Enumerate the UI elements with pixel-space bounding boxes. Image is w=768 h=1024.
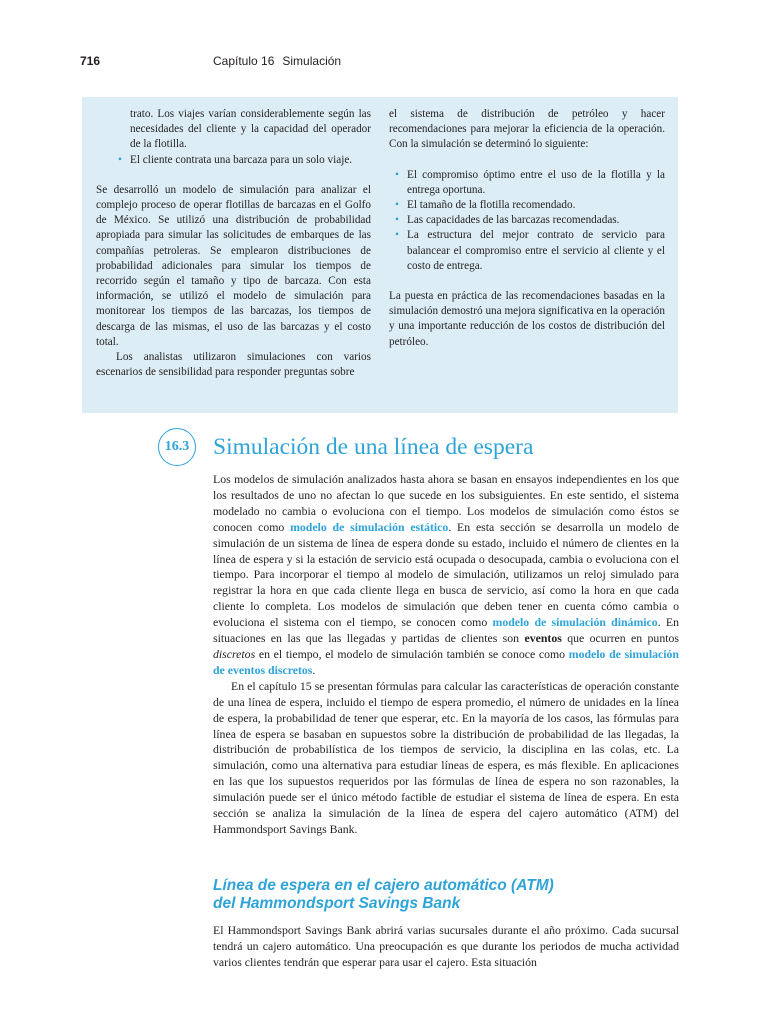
text-run: . bbox=[312, 662, 316, 677]
bullet-item: • El cliente contrata una barcaza para un solo viaje. bbox=[112, 153, 371, 168]
italic-term: discretos bbox=[213, 646, 256, 661]
key-term: modelo de simulación estático bbox=[290, 519, 449, 534]
page-number: 716 bbox=[80, 54, 101, 68]
box-right-bullets bbox=[389, 168, 665, 274]
section-title: Simulación de una línea de espera bbox=[213, 434, 534, 460]
subsection-title-line: Línea de espera en el cajero automático (ATM) bbox=[213, 877, 554, 894]
box-left-bullets bbox=[112, 153, 371, 168]
subsection-body bbox=[213, 923, 679, 971]
bullet-item: • El compromiso óptimo entre el uso de la flotilla y la entrega oportuna. bbox=[389, 168, 665, 198]
box-left-column bbox=[96, 107, 371, 380]
page-header bbox=[0, 54, 768, 74]
case-study-box bbox=[82, 97, 678, 413]
chapter-label: Capítulo 16 bbox=[213, 54, 275, 68]
key-term: modelo de simulación de eventos discretos bbox=[213, 646, 679, 677]
subsection-title-line: del Hammondsport Savings Bank bbox=[213, 895, 461, 912]
box-paragraph: Se desarrolló un modelo de simulación para analizar el complejo proceso de operar flotillas de barcazas en el Golfo de México. Se utilizó una distribución de probabilidad apropiada para simular las solicitudes de embarques de las compañías petroleras. Se emplearon distribuciones de probabilidad adicionales para simular los tiempos de recorrido según el tamaño y tipo de barcaza. Con esta información, se utilizó el modelo de simulación para monitorear los tiempos de las barcazas, los tiempos de descarga de las mismas, el uso de las barcazas y el costo total. bbox=[96, 183, 371, 348]
bullet-item: • Las capacidades de las barcazas recomendadas. bbox=[389, 213, 665, 228]
box-paragraph: La puesta en práctica de las recomendaciones basadas en la simulación demostró una mejora significativa en la operación y una importante reducción de los costos de distribución del petróleo. bbox=[389, 290, 665, 348]
box-paragraph: Los analistas utilizaron simulaciones con varios escenarios de sensibilidad para responder preguntas sobre bbox=[96, 351, 371, 379]
text-run: que ocurren en puntos bbox=[561, 631, 679, 646]
text-run: en el tiempo, el modelo de simulación también se conoce como bbox=[255, 646, 569, 661]
box-right-column bbox=[389, 107, 665, 350]
box-paragraph: el sistema de distribución de petróleo y hacer recomendaciones para mejorar la eficiencia de la operación. Con la simulación se determinó lo siguiente: bbox=[389, 108, 665, 151]
text-run: . En esta sección se desarrolla un modelo de simulación de un sistema de línea de espera donde su estado, incluido el número de clientes en la línea de espera y si la estación de servicio está ocupada o desocupada, cambia o evoluciona con el tiempo. Para incorporar el tiempo al modelo de simulación, utilizamos un reloj simulado para registrar la hora en que cada cliente llega en busca de servicio, así como la hora en que cada cliente lo completa. Los modelos de simulación que deben tener en cuenta cómo cambia o evoluciona el sistema con el tiempo, se conocen como bbox=[213, 519, 679, 630]
section-number-badge: 16.3 bbox=[158, 428, 196, 466]
chapter-title: Simulación bbox=[282, 54, 342, 68]
bullet-item: • El tamaño de la flotilla recomendado. bbox=[389, 198, 665, 213]
body-paragraph: El Hammondsport Savings Bank abrirá varias sucursales durante el año próximo. Cada sucursal tendrá un cajero automático. Una preocupación es que durante los periodos de mucha actividad varios clientes tendrán que esperar para usar el cajero. Esta situación bbox=[213, 923, 679, 969]
box-continuation-text: trato. Los viajes varían considerablemente según las necesidades del cliente y la capacidad del operador de la flotilla. bbox=[130, 108, 371, 151]
text-run: Los modelos de simulación analizados hasta ahora se basan en ensayos independientes en los que los resultados de uno no afectan lo que sucede en los subsiguientes. En este sentido, el sistema modelado no cambia o evoluciona con el tiempo. Los modelos de simulación como éstos se conocen como bbox=[213, 472, 679, 534]
bullet-item: • La estructura del mejor contrato de servicio para balancear el compromiso entre el servicio al cliente y el costo de entrega. bbox=[389, 228, 665, 274]
bold-term: eventos bbox=[524, 631, 562, 646]
body-paragraph: En el capítulo 15 se presentan fórmulas para calcular las características de operación constante de una línea de espera, incluido el tiempo de espera promedio, el número de unidades en la línea de espera, la probabilidad de tener que esperar, etc. En la mayoría de los casos, las fórmulas para línea de espera se basaban en supuestos sobre la distribución de probabilidad de las llegadas, la distribución de probabilística de los tiempos de servicio, la disciplina en las colas, etc. La simulación, como una alternativa para estudiar líneas de espera, es más flexible. En aplicaciones en las que los supuestos requeridos por las fórmulas de línea de espera no son razonables, la simulación puede ser el único método factible de estudiar el sistema de línea de espera. En esta sección se analiza la simulación de la línea de espera del cajero automático (ATM) del Hammondsport Savings Bank. bbox=[213, 678, 679, 836]
subsection-title bbox=[213, 877, 679, 913]
text-run: . En situaciones en las que las llegadas y partidas de clientes son bbox=[213, 615, 679, 646]
running-head bbox=[213, 54, 341, 68]
body-paragraph bbox=[213, 472, 679, 679]
key-term: modelo de simulación dinámico bbox=[492, 615, 658, 630]
section-body bbox=[213, 472, 679, 838]
